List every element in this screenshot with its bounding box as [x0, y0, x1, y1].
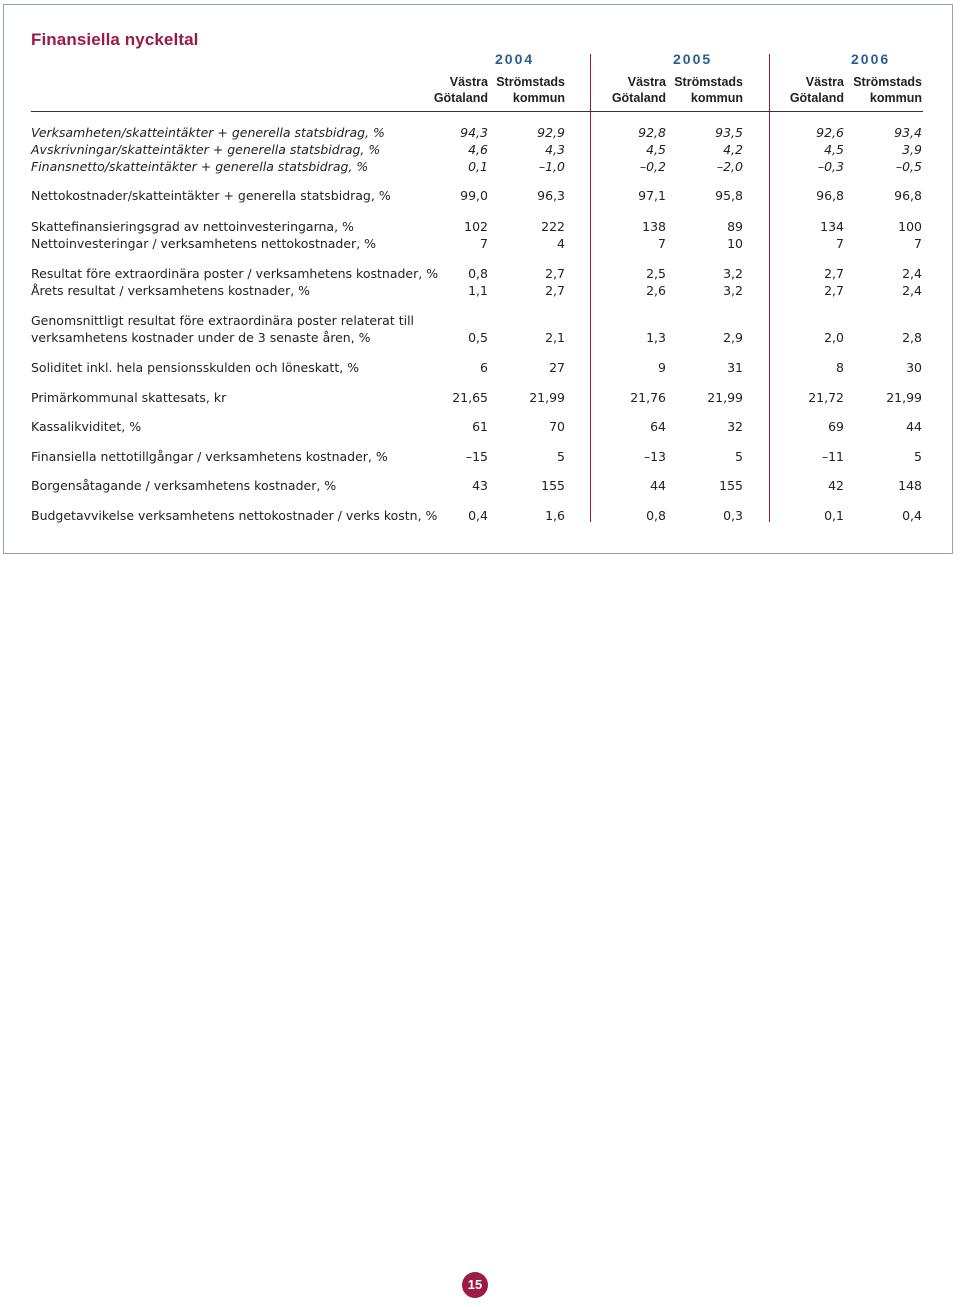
cell-value: –13 — [643, 449, 666, 464]
table-row — [0, 418, 960, 435]
cell-value: 94,3 — [460, 125, 488, 140]
cell-value: 5 — [914, 449, 922, 464]
cell-value: 2,7 — [545, 266, 565, 281]
cell-value: 92,6 — [816, 125, 844, 140]
table-row — [0, 389, 960, 406]
cell-value: 0,1 — [824, 508, 844, 523]
cell-value: 2,7 — [824, 266, 844, 281]
column-header-3 — [643, 74, 743, 106]
cell-value: 3,2 — [723, 266, 743, 281]
row-label: Årets resultat / verksamhetens kostnader, % — [31, 283, 311, 298]
cell-value: –1,0 — [538, 159, 565, 174]
cell-value: 1,1 — [468, 283, 488, 298]
row-label: Finansiella nettotillgångar / verksamhetens kostnader, % — [31, 449, 388, 464]
cell-value: –2,0 — [716, 159, 743, 174]
cell-value: 3,2 — [723, 283, 743, 298]
table-row — [0, 235, 960, 252]
column-header-5 — [822, 74, 922, 106]
cell-value: 4,5 — [646, 142, 666, 157]
table-row — [0, 124, 960, 141]
cell-value: 100 — [898, 219, 922, 234]
cell-value: –11 — [821, 449, 844, 464]
cell-value: 134 — [820, 219, 844, 234]
table-row — [0, 158, 960, 175]
cell-value: 4,5 — [824, 142, 844, 157]
cell-value: 2,8 — [902, 330, 922, 345]
cell-value: 7 — [914, 236, 922, 251]
row-label-line2: verksamhetens kostnader under de 3 senaste åren, % — [31, 330, 371, 345]
column-header-line2: kommun — [690, 91, 743, 105]
row-label: Resultat före extraordinära poster / verksamhetens kostnader, % — [31, 266, 439, 281]
cell-value: 148 — [898, 478, 922, 493]
cell-value: 96,3 — [537, 188, 565, 203]
cell-value: 7 — [658, 236, 666, 251]
cell-value: 89 — [727, 219, 743, 234]
table-row — [0, 477, 960, 494]
row-label: Nettoinvesteringar / verksamhetens nettokostnader, % — [31, 236, 377, 251]
cell-value: 44 — [906, 419, 922, 434]
row-label — [31, 312, 414, 346]
cell-value: 95,8 — [715, 188, 743, 203]
column-header-line2: Götaland — [433, 91, 488, 105]
cell-value: 4,6 — [468, 142, 488, 157]
row-label-line1: Genomsnittligt resultat före extraordinära poster relaterat till — [31, 313, 415, 328]
cell-value: 0,4 — [902, 508, 922, 523]
table-row — [0, 187, 960, 204]
cell-value: 2,6 — [646, 283, 666, 298]
column-header-line1: Strömstads — [496, 75, 565, 89]
table-row — [0, 507, 960, 524]
column-header-line1: Strömstads — [674, 75, 743, 89]
column-header-line1: Strömstads — [853, 75, 922, 89]
cell-value: 6 — [480, 360, 488, 375]
cell-value: 21,72 — [808, 390, 844, 405]
cell-value: 2,0 — [824, 330, 844, 345]
table-row — [0, 448, 960, 465]
cell-value: 0,3 — [723, 508, 743, 523]
row-label: Skattefinansieringsgrad av nettoinvesteringarna, % — [31, 219, 354, 234]
cell-value: 2,4 — [902, 283, 922, 298]
row-label: Nettokostnader/skatteintäkter + generella statsbidrag, % — [31, 188, 391, 203]
cell-value: 155 — [719, 478, 743, 493]
cell-value: 99,0 — [460, 188, 488, 203]
cell-value: 2,7 — [824, 283, 844, 298]
cell-value: 4,3 — [545, 142, 565, 157]
cell-value: 7 — [480, 236, 488, 251]
cell-value: 222 — [541, 219, 565, 234]
page-title: Finansiella nyckeltal — [31, 30, 199, 49]
year-header-1: 2005 — [673, 51, 713, 67]
table-row — [0, 218, 960, 235]
column-header-line2: kommun — [512, 91, 565, 105]
cell-value: –0,2 — [639, 159, 666, 174]
cell-value: 69 — [828, 419, 844, 434]
cell-value: 5 — [735, 449, 743, 464]
cell-value: 92,9 — [537, 125, 565, 140]
cell-value: 8 — [836, 360, 844, 375]
cell-value: 2,5 — [646, 266, 666, 281]
row-label: Verksamheten/skatteintäkter + generella statsbidrag, % — [31, 125, 385, 140]
cell-value: 2,9 — [723, 330, 743, 345]
column-header-1 — [465, 74, 565, 106]
cell-value: 27 — [549, 360, 565, 375]
cell-value: 0,8 — [646, 508, 666, 523]
table-row — [0, 359, 960, 376]
column-header-line2: Götaland — [789, 91, 844, 105]
cell-value: 96,8 — [894, 188, 922, 203]
cell-value: 97,1 — [638, 188, 666, 203]
cell-value: 2,7 — [545, 283, 565, 298]
cell-value: 21,65 — [452, 390, 488, 405]
cell-value: 70 — [549, 419, 565, 434]
column-header-line1: Västra — [805, 75, 844, 89]
row-label: Primärkommunal skattesats, kr — [31, 390, 227, 405]
cell-value: 1,6 — [545, 508, 565, 523]
table-row — [0, 265, 960, 282]
cell-value: 0,4 — [468, 508, 488, 523]
cell-value: 93,5 — [715, 125, 743, 140]
cell-value: 3,9 — [902, 142, 922, 157]
cell-value: 0,5 — [468, 330, 488, 345]
row-label: Borgensåtagande / verksamhetens kostnader, % — [31, 478, 337, 493]
column-header-line2: kommun — [869, 91, 922, 105]
cell-value: 1,3 — [646, 330, 666, 345]
row-label: Avskrivningar/skatteintäkter + generella statsbidrag, % — [31, 142, 381, 157]
cell-value: –15 — [465, 449, 488, 464]
row-label: Soliditet inkl. hela pensionsskulden och löneskatt, % — [31, 360, 360, 375]
cell-value: 9 — [658, 360, 666, 375]
cell-value: 42 — [828, 478, 844, 493]
cell-value: 2,4 — [902, 266, 922, 281]
cell-value: 7 — [836, 236, 844, 251]
cell-value: 21,76 — [630, 390, 666, 405]
cell-value: 4 — [557, 236, 565, 251]
cell-value: 21,99 — [707, 390, 743, 405]
cell-value: 0,8 — [468, 266, 488, 281]
header-rule — [31, 111, 923, 112]
cell-value: 0,1 — [468, 159, 488, 174]
cell-value: 30 — [906, 360, 922, 375]
year-header-2: 2006 — [851, 51, 891, 67]
cell-value: 138 — [642, 219, 666, 234]
cell-value: –0,5 — [895, 159, 922, 174]
cell-value: 92,8 — [638, 125, 666, 140]
column-header-line1: Västra — [627, 75, 666, 89]
cell-value: 4,2 — [723, 142, 743, 157]
table-row — [0, 141, 960, 158]
cell-value: 43 — [472, 478, 488, 493]
cell-value: 21,99 — [529, 390, 565, 405]
cell-value: 61 — [472, 419, 488, 434]
table-row — [0, 312, 960, 346]
cell-value: 96,8 — [816, 188, 844, 203]
cell-value: 64 — [650, 419, 666, 434]
year-header-0: 2004 — [495, 51, 535, 67]
row-label: Budgetavvikelse verksamhetens nettokostnader / verks kostn, % — [31, 508, 438, 523]
column-header-line2: Götaland — [611, 91, 666, 105]
cell-value: 102 — [464, 219, 488, 234]
row-label: Kassalikviditet, % — [31, 419, 142, 434]
page-number-badge: 15 — [462, 1272, 488, 1298]
cell-value: 44 — [650, 478, 666, 493]
table-row — [0, 282, 960, 299]
cell-value: 32 — [727, 419, 743, 434]
cell-value: 10 — [727, 236, 743, 251]
cell-value: 5 — [557, 449, 565, 464]
cell-value: 2,1 — [545, 330, 565, 345]
cell-value: 155 — [541, 478, 565, 493]
cell-value: 93,4 — [894, 125, 922, 140]
row-label: Finansnetto/skatteintäkter + generella statsbidrag, % — [31, 159, 369, 174]
cell-value: 21,99 — [886, 390, 922, 405]
cell-value: –0,3 — [817, 159, 844, 174]
column-header-line1: Västra — [449, 75, 488, 89]
cell-value: 31 — [727, 360, 743, 375]
